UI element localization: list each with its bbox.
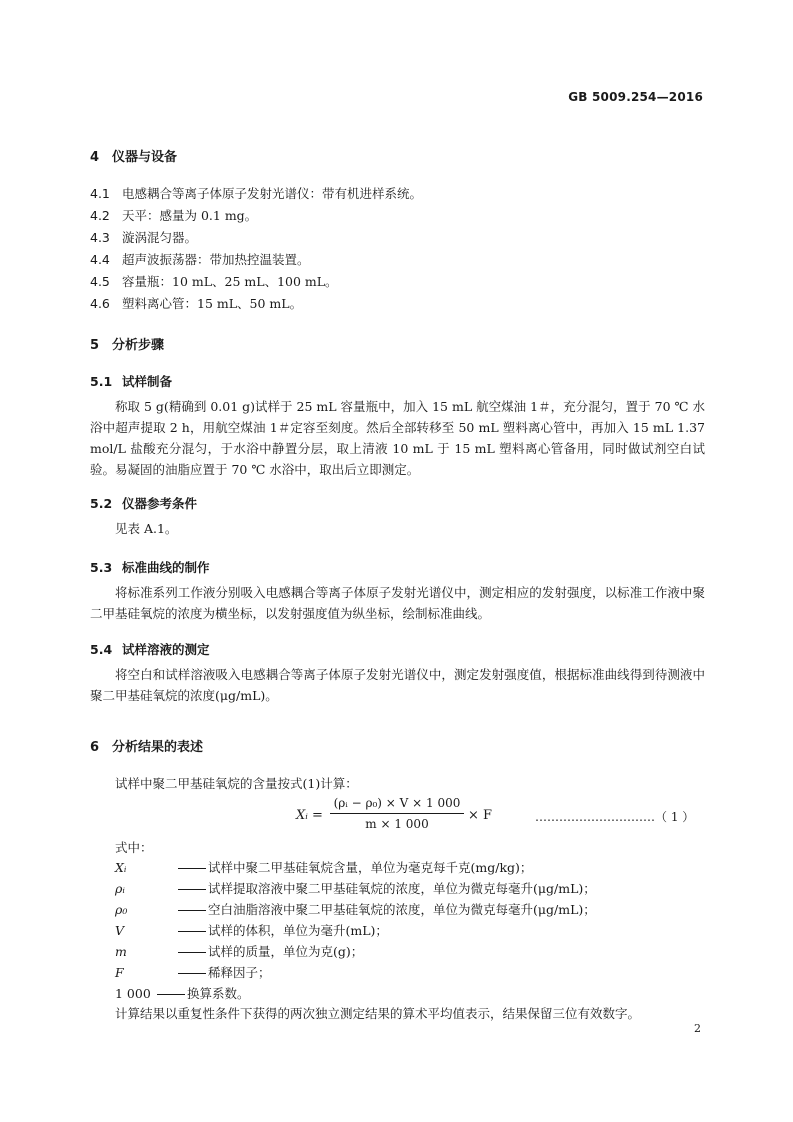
- dash-separator: [178, 952, 206, 953]
- section-number: 5: [90, 338, 100, 353]
- fraction-bar: [330, 813, 464, 814]
- result-conclusion: 计算结果以重复性条件下获得的两次独立测定结果的算术平均值表示，结果保留三位有效数字。: [115, 1006, 641, 1021]
- variable-definition: [115, 900, 596, 918]
- section-5-heading: [90, 334, 164, 353]
- item-number: 4.2: [90, 208, 110, 223]
- page-number: 2: [694, 1022, 701, 1035]
- section-title: 分析结果的表述: [112, 740, 204, 755]
- dash-separator: [178, 910, 206, 911]
- variable-symbol: V: [115, 923, 125, 938]
- subsection-number: 5.3: [90, 560, 113, 575]
- variable-symbol: F: [115, 965, 124, 980]
- section-6-heading: [90, 736, 203, 755]
- formula-intro: 试样中聚二甲基硅氧烷的含量按式(1)计算：: [115, 776, 358, 791]
- subsection-5-4-heading: [90, 640, 210, 658]
- variable-definition: [115, 858, 532, 876]
- item-text: 天平：感量为 0.1 mg。: [122, 208, 258, 223]
- variable-description: 空白油脂溶液中聚二甲基硅氧烷的浓度，单位为微克每毫升(μg/mL)；: [208, 902, 596, 917]
- subsection-title: 试样制备: [122, 374, 173, 389]
- formula-denominator: m × 1 000: [365, 817, 429, 831]
- paragraph-5-1: 称取 5 g(精确到 0.01 g)试样于 25 mL 容量瓶中，加入 15 mL 航空煤油 1＃，充分混匀，置于 70 ℃ 水浴中超声提取 2 h，用航空煤油 1＃定容至刻度。然后全部转移至 50 mL 塑料离心管中，再加入 15 mL 1.37 mol/L 盐酸充分混匀，于水浴中静置分层，取上清液 10 mL 于 15 mL 塑料离心管备用，同时做试剂空白试验。易凝固的油脂应置于 70 ℃ 水浴中，取出后立即测定。: [90, 399, 705, 477]
- variable-definition: [115, 921, 388, 939]
- variable-definition: [115, 963, 271, 981]
- item-number: 4.6: [90, 296, 110, 311]
- subsection-number: 5.1: [90, 374, 113, 389]
- variable-definition: [115, 879, 596, 897]
- list-item: [90, 184, 422, 202]
- item-text: 容量瓶：10 mL、25 mL、100 mL。: [122, 274, 338, 289]
- subsection-title: 仪器参考条件: [122, 496, 198, 511]
- paragraph-5-4: 将空白和试样溶液吸入电感耦合等离子体原子发射光谱仪中，测定发射强度值，根据标准曲线得到待测液中聚二甲基硅氧烷的浓度(μg/mL)。: [90, 667, 705, 703]
- section-number: 4: [90, 150, 100, 165]
- item-text: 超声波振荡器：带加热控温装置。: [122, 252, 310, 267]
- variable-symbol: Xᵢ: [115, 860, 127, 875]
- subsection-5-3-heading: [90, 558, 210, 576]
- paragraph-5-2: 见表 A.1。: [115, 521, 178, 536]
- equation-number: …………………………（ 1 ）: [535, 810, 695, 824]
- variable-symbol: m: [115, 944, 127, 959]
- section-4-heading: [90, 146, 177, 165]
- variable-symbol: ρᵢ: [115, 881, 125, 896]
- list-item: [90, 228, 197, 246]
- subsection-number: 5.4: [90, 642, 113, 657]
- list-item: [90, 272, 338, 290]
- dash-separator: [178, 973, 206, 974]
- section-number: 6: [90, 740, 100, 755]
- dash-separator: [178, 931, 206, 932]
- formula-numerator: (ρᵢ − ρ₀) × V × 1 000: [333, 796, 461, 810]
- subsection-title: 试样溶液的测定: [122, 642, 210, 657]
- subsection-title: 标准曲线的制作: [122, 560, 210, 575]
- item-text: 漩涡混匀器。: [122, 230, 198, 245]
- item-text: 塑料离心管：15 mL、50 mL。: [122, 296, 303, 311]
- variable-definition: [115, 984, 250, 1002]
- formula-rhs: × F: [468, 808, 493, 823]
- list-item: [90, 250, 310, 268]
- variable-description: 试样的体积，单位为毫升(mL)；: [208, 923, 388, 938]
- subsection-5-2-heading: [90, 494, 197, 512]
- variable-description: 换算系数。: [187, 986, 250, 1001]
- item-number: 4.5: [90, 274, 110, 289]
- variable-description: 试样的质量，单位为克(g)；: [208, 944, 364, 959]
- list-item: [90, 294, 302, 312]
- dash-separator: [157, 994, 185, 995]
- paragraph-5-3: 将标准系列工作液分别吸入电感耦合等离子体原子发射光谱仪中，测定相应的发射强度，以标准工作液中聚二甲基硅氧烷的浓度为横坐标，以发射强度值为纵坐标，绘制标准曲线。: [90, 585, 705, 621]
- item-number: 4.4: [90, 252, 110, 267]
- where-label: 式中：: [115, 840, 153, 855]
- variable-description: 试样中聚二甲基硅氧烷含量，单位为毫克每千克(mg/kg)；: [208, 860, 533, 875]
- section-title: 分析步骤: [112, 338, 165, 353]
- item-number: 4.1: [90, 186, 110, 201]
- variable-symbol: 1 000: [115, 986, 151, 1001]
- formula-fraction: [330, 796, 464, 831]
- dash-separator: [178, 868, 206, 869]
- standard-number: GB 5009.254—2016: [568, 90, 703, 104]
- formula-lhs: Xᵢ =: [296, 808, 323, 823]
- dash-separator: [178, 889, 206, 890]
- section-title: 仪器与设备: [112, 150, 178, 165]
- variable-symbol: ρ₀: [115, 902, 128, 917]
- subsection-5-1-heading: [90, 372, 172, 390]
- list-item: [90, 206, 257, 224]
- subsection-number: 5.2: [90, 496, 113, 511]
- variable-description: 试样提取溶液中聚二甲基硅氧烷的浓度，单位为微克每毫升(μg/mL)；: [208, 881, 596, 896]
- item-text: 电感耦合等离子体原子发射光谱仪：带有机进样系统。: [122, 186, 423, 201]
- variable-description: 稀释因子；: [208, 965, 271, 980]
- variable-definition: [115, 942, 363, 960]
- item-number: 4.3: [90, 230, 110, 245]
